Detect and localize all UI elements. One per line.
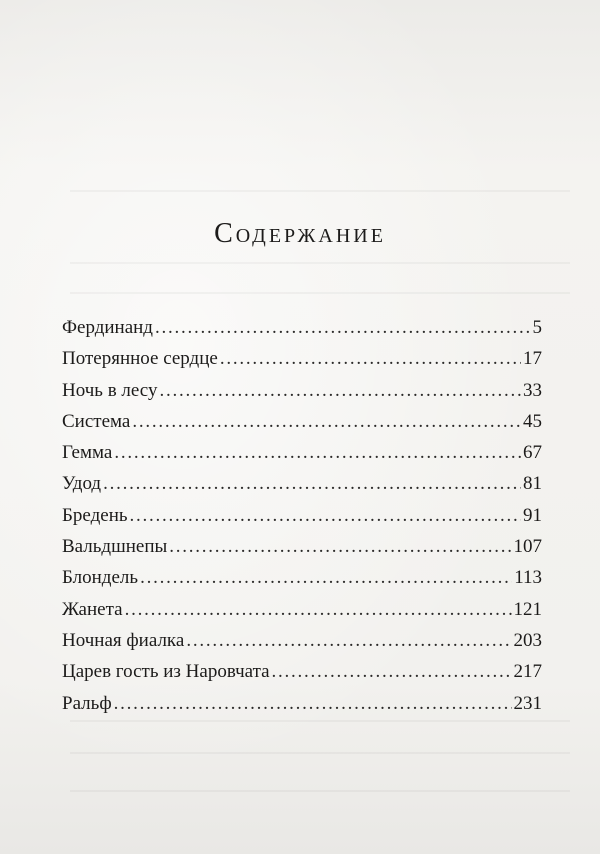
dot-leader — [186, 625, 511, 656]
dot-leader — [140, 562, 512, 593]
page-title: Содержание — [214, 218, 386, 249]
toc-entry[interactable] — [62, 437, 542, 468]
show-through-line — [70, 292, 570, 294]
dot-leader — [130, 500, 521, 531]
toc-entry-page-number: 45 — [523, 410, 542, 432]
toc-entry-page-number: 81 — [523, 473, 542, 495]
toc-entry[interactable] — [62, 688, 542, 719]
toc-entry-title: Блондель — [62, 567, 139, 589]
toc-entry-page-number: 67 — [523, 442, 542, 464]
toc-entry-page-number: 17 — [523, 348, 542, 370]
toc-entry[interactable] — [62, 468, 542, 499]
toc-entry-title: Ночь в лесу — [62, 379, 158, 401]
toc-entry[interactable] — [62, 562, 542, 593]
toc-entry[interactable] — [62, 406, 542, 437]
toc-entry[interactable] — [62, 531, 542, 562]
toc-entry-title: Ночная фиалка — [62, 629, 185, 651]
dot-leader — [155, 312, 531, 343]
toc-entry-page-number: 113 — [514, 567, 542, 589]
dot-leader — [125, 594, 512, 625]
toc-entry[interactable] — [62, 312, 542, 343]
show-through-line — [70, 790, 570, 792]
toc-entry[interactable] — [62, 500, 542, 531]
toc-entry-title: Царев гость из Наровчата — [62, 661, 270, 683]
show-through-line — [70, 720, 570, 722]
toc-entry-page-number: 107 — [513, 536, 542, 558]
toc-entry-page-number: 203 — [513, 629, 542, 651]
dot-leader — [220, 343, 521, 374]
toc-entry-page-number: 33 — [523, 379, 542, 401]
show-through-line — [70, 190, 570, 192]
dot-leader — [169, 531, 511, 562]
toc-entry-page-number: 217 — [513, 661, 542, 683]
toc-entry[interactable] — [62, 656, 542, 687]
toc-entry[interactable] — [62, 625, 542, 656]
show-through-line — [70, 262, 570, 264]
toc-entry-title: Вальдшнепы — [62, 536, 168, 558]
toc-entry-title: Система — [62, 410, 131, 432]
toc-entry-page-number: 5 — [532, 317, 542, 338]
toc-entry-page-number: 121 — [513, 598, 542, 620]
toc-entry-page-number: 231 — [513, 692, 542, 714]
dot-leader — [272, 656, 512, 687]
show-through-line — [70, 752, 570, 754]
toc-entry-page-number: 91 — [523, 504, 542, 526]
toc-entry[interactable] — [62, 594, 542, 625]
toc-entry-title: Ральф — [62, 692, 112, 714]
toc-entry-title: Жанета — [62, 598, 123, 620]
dot-leader — [160, 375, 522, 406]
table-of-contents — [62, 312, 542, 719]
toc-entry[interactable] — [62, 343, 542, 374]
toc-entry-title: Фердинанд — [62, 317, 153, 338]
toc-entry[interactable] — [62, 375, 542, 406]
dot-leader — [114, 437, 521, 468]
toc-entry-title: Потерянное сердце — [62, 348, 218, 370]
toc-entry-title: Удод — [62, 473, 102, 495]
toc-entry-title: Гемма — [62, 442, 113, 464]
dot-leader — [114, 688, 512, 719]
toc-entry-title: Бредень — [62, 504, 128, 526]
dot-leader — [132, 406, 521, 437]
dot-leader — [103, 468, 521, 499]
